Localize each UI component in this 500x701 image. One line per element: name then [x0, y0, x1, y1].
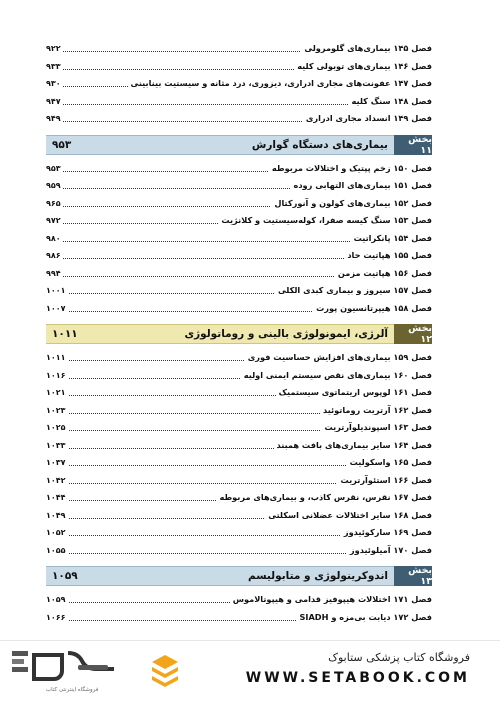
toc-row[interactable] — [46, 75, 432, 93]
toc-row[interactable] — [46, 265, 432, 283]
section-title: اندوکرینولوژی و متابولیسم — [247, 570, 388, 582]
toc-row[interactable] — [46, 402, 432, 420]
page-number: ۱۰۲۱ — [46, 384, 68, 402]
page-number: ۱۰۵۵ — [46, 542, 68, 560]
toc-row[interactable] — [46, 367, 432, 385]
toc-row[interactable] — [46, 437, 432, 455]
setabook-logo[interactable] — [10, 647, 130, 695]
section-12-header — [46, 324, 432, 344]
page-number: ۹۶۵ — [46, 195, 63, 213]
toc-row[interactable] — [46, 472, 432, 490]
page-number: ۱۰۳۷ — [46, 454, 68, 472]
toc-row[interactable] — [46, 300, 432, 318]
chapter-title: فصل ۱۶۹ سارکوئیدوز — [341, 524, 432, 542]
chapter-title: فصل ۱۶۵ واسکولیت — [347, 454, 432, 472]
toc-row[interactable] — [46, 349, 432, 367]
chapter-title: فصل ۱۵۶ هپاتیت مزمن — [335, 265, 432, 283]
toc-row[interactable] — [46, 282, 432, 300]
chapter-title: فصل ۱۵۸ هیپرتانسیون پورت — [313, 300, 432, 318]
chapter-title: فصل ۱۶۱ لوپوس اریتماتوی سیستمیک — [276, 384, 432, 402]
chapter-title: فصل ۱۴۸ سنگ کلیه — [349, 93, 432, 111]
toc-row[interactable] — [46, 177, 432, 195]
toc-section-13-list — [46, 591, 432, 626]
chapter-title: فصل ۱۵۲ بیماری‌های کولون و آنورکتال — [271, 195, 432, 213]
chapter-title: فصل ۱۵۴ پانکراتیت — [351, 230, 432, 248]
page-number: ۹۳۳ — [46, 58, 63, 76]
chapter-title: فصل ۱۵۷ سیروز و بیماری کبدی الکلی — [275, 282, 432, 300]
chapter-title: فصل ۱۷۲ دیابت بی‌مزه و SIADH — [297, 609, 432, 627]
section-13-header — [46, 566, 432, 586]
page-number: ۹۸۶ — [46, 247, 63, 265]
chapter-title: فصل ۱۴۷ عفونت‌های مجاری ادراری، دیزوری، درد مثانه و سیستیت بینابینی — [128, 75, 432, 93]
page-number: ۹۹۴ — [46, 265, 63, 283]
toc-row[interactable] — [46, 247, 432, 265]
page-number: ۱۰۴۴ — [46, 489, 68, 507]
page-number: ۹۴۹ — [46, 110, 63, 128]
page-number: ۱۰۱۶ — [46, 367, 68, 385]
toc-row[interactable] — [46, 212, 432, 230]
section-tag: بخش ۱۱ — [394, 135, 432, 155]
chapter-title: فصل ۱۵۱ بیماری‌های التهابی روده — [291, 177, 433, 195]
page-number: ۱۰۰۱ — [46, 282, 68, 300]
toc-row[interactable] — [46, 489, 432, 507]
page-number: ۱۰۴۲ — [46, 472, 68, 490]
logo-caption: فروشگاه اینترنتی کتاب — [46, 687, 99, 693]
page-number: ۹۸۰ — [46, 230, 63, 248]
section-title: بیماری‌های دستگاه گوارش — [251, 138, 388, 151]
chapter-title: فصل ۱۵۹ بیماری‌های افزایش حساسیت فوری — [245, 349, 432, 367]
toc-section-11-list — [46, 160, 432, 318]
chapter-title: فصل ۱۶۸ سایر اختلالات عضلانی اسکلتی — [265, 507, 432, 525]
section-page: ۱۰۵۹ — [52, 570, 78, 582]
chapter-title: فصل ۱۶۶ استئوآرتریت — [337, 472, 432, 490]
chapter-title: فصل ۱۵۳ سنگ کیسه صفرا، کوله‌سیستیت و کلانژیت — [218, 212, 432, 230]
toc-row[interactable] — [46, 93, 432, 111]
toc-row[interactable] — [46, 609, 432, 627]
chapter-title: فصل ۱۴۵ بیماری‌های گلومرولی — [301, 40, 432, 58]
section-11-header — [46, 135, 432, 155]
toc-row[interactable] — [46, 58, 432, 76]
page-number: ۱۰۵۹ — [46, 591, 68, 609]
chapter-title: فصل ۱۶۷ نقرس، نقرس کاذب، و بیماری‌های مربوطه — [217, 489, 433, 507]
page-number: ۹۳۰ — [46, 75, 63, 93]
page-number: ۱۰۰۷ — [46, 300, 68, 318]
brand-name: فروشگاه کتاب پزشکی ستابوک — [328, 651, 470, 664]
page-number: ۱۰۳۳ — [46, 437, 68, 455]
toc-top-list — [46, 40, 432, 128]
section-page: ۹۵۳ — [52, 138, 72, 151]
toc-row[interactable] — [46, 230, 432, 248]
brand-url[interactable]: WWW.SETABOOK.COM — [245, 670, 470, 686]
page-number: ۹۵۳ — [46, 160, 63, 178]
page-number: ۹۵۹ — [46, 177, 63, 195]
page-number: ۹۷۲ — [46, 212, 63, 230]
section-tag: بخش ۱۲ — [394, 324, 432, 344]
table-of-contents — [46, 40, 432, 626]
chapter-title: فصل ۱۶۳ اسپوندیلوآرتریت — [321, 419, 432, 437]
page-number: ۹۴۷ — [46, 93, 63, 111]
toc-row[interactable] — [46, 110, 432, 128]
chapter-title: فصل ۱۶۴ سایر بیماری‌های بافت همبند — [274, 437, 433, 455]
toc-row[interactable] — [46, 40, 432, 58]
chapter-title: فصل ۱۴۹ انسداد مجاری ادراری — [303, 110, 432, 128]
chapter-title: فصل ۱۷۰ آمیلوئیدوز — [347, 542, 432, 560]
toc-row[interactable] — [46, 384, 432, 402]
book-stack-icon — [150, 653, 180, 687]
page-number: ۱۰۶۶ — [46, 609, 68, 627]
toc-row[interactable] — [46, 195, 432, 213]
chapter-title: فصل ۱۴۶ بیماری‌های توبولی کلیه — [294, 58, 432, 76]
chapter-title: فصل ۱۵۰ زخم پپتیک و اختلالات مربوطه — [269, 160, 432, 178]
section-title: آلرژی، ایمونولوژی بالینی و روماتولوژی — [184, 328, 388, 340]
page-number: ۹۲۲ — [46, 40, 63, 58]
chapter-title: فصل ۱۶۰ بیماری‌های نقص سیستم ایمنی اولیه — [241, 367, 432, 385]
toc-row[interactable] — [46, 454, 432, 472]
toc-row[interactable] — [46, 419, 432, 437]
chapter-title: فصل ۱۵۵ هپاتیت حاد — [344, 247, 432, 265]
toc-section-12-list — [46, 349, 432, 559]
page-number: ۱۰۱۱ — [46, 349, 68, 367]
page-number: ۱۰۲۳ — [46, 402, 68, 420]
section-tag: بخش ۱۳ — [394, 566, 432, 586]
store-footer — [0, 640, 500, 701]
toc-row[interactable] — [46, 591, 432, 609]
chapter-title: فصل ۱۷۱ اختلالات هیپوفیز قدامی و هیپوتالاموس — [230, 591, 432, 609]
page-number: ۱۰۲۵ — [46, 419, 68, 437]
toc-row[interactable] — [46, 524, 432, 542]
toc-row[interactable] — [46, 160, 432, 178]
chapter-title: فصل ۱۶۲ آرتریت روماتوئید — [320, 402, 432, 420]
page-number: ۱۰۴۹ — [46, 507, 68, 525]
toc-row[interactable] — [46, 507, 432, 525]
page-number: ۱۰۵۲ — [46, 524, 68, 542]
toc-row[interactable] — [46, 542, 432, 560]
section-page: ۱۰۱۱ — [52, 328, 78, 340]
